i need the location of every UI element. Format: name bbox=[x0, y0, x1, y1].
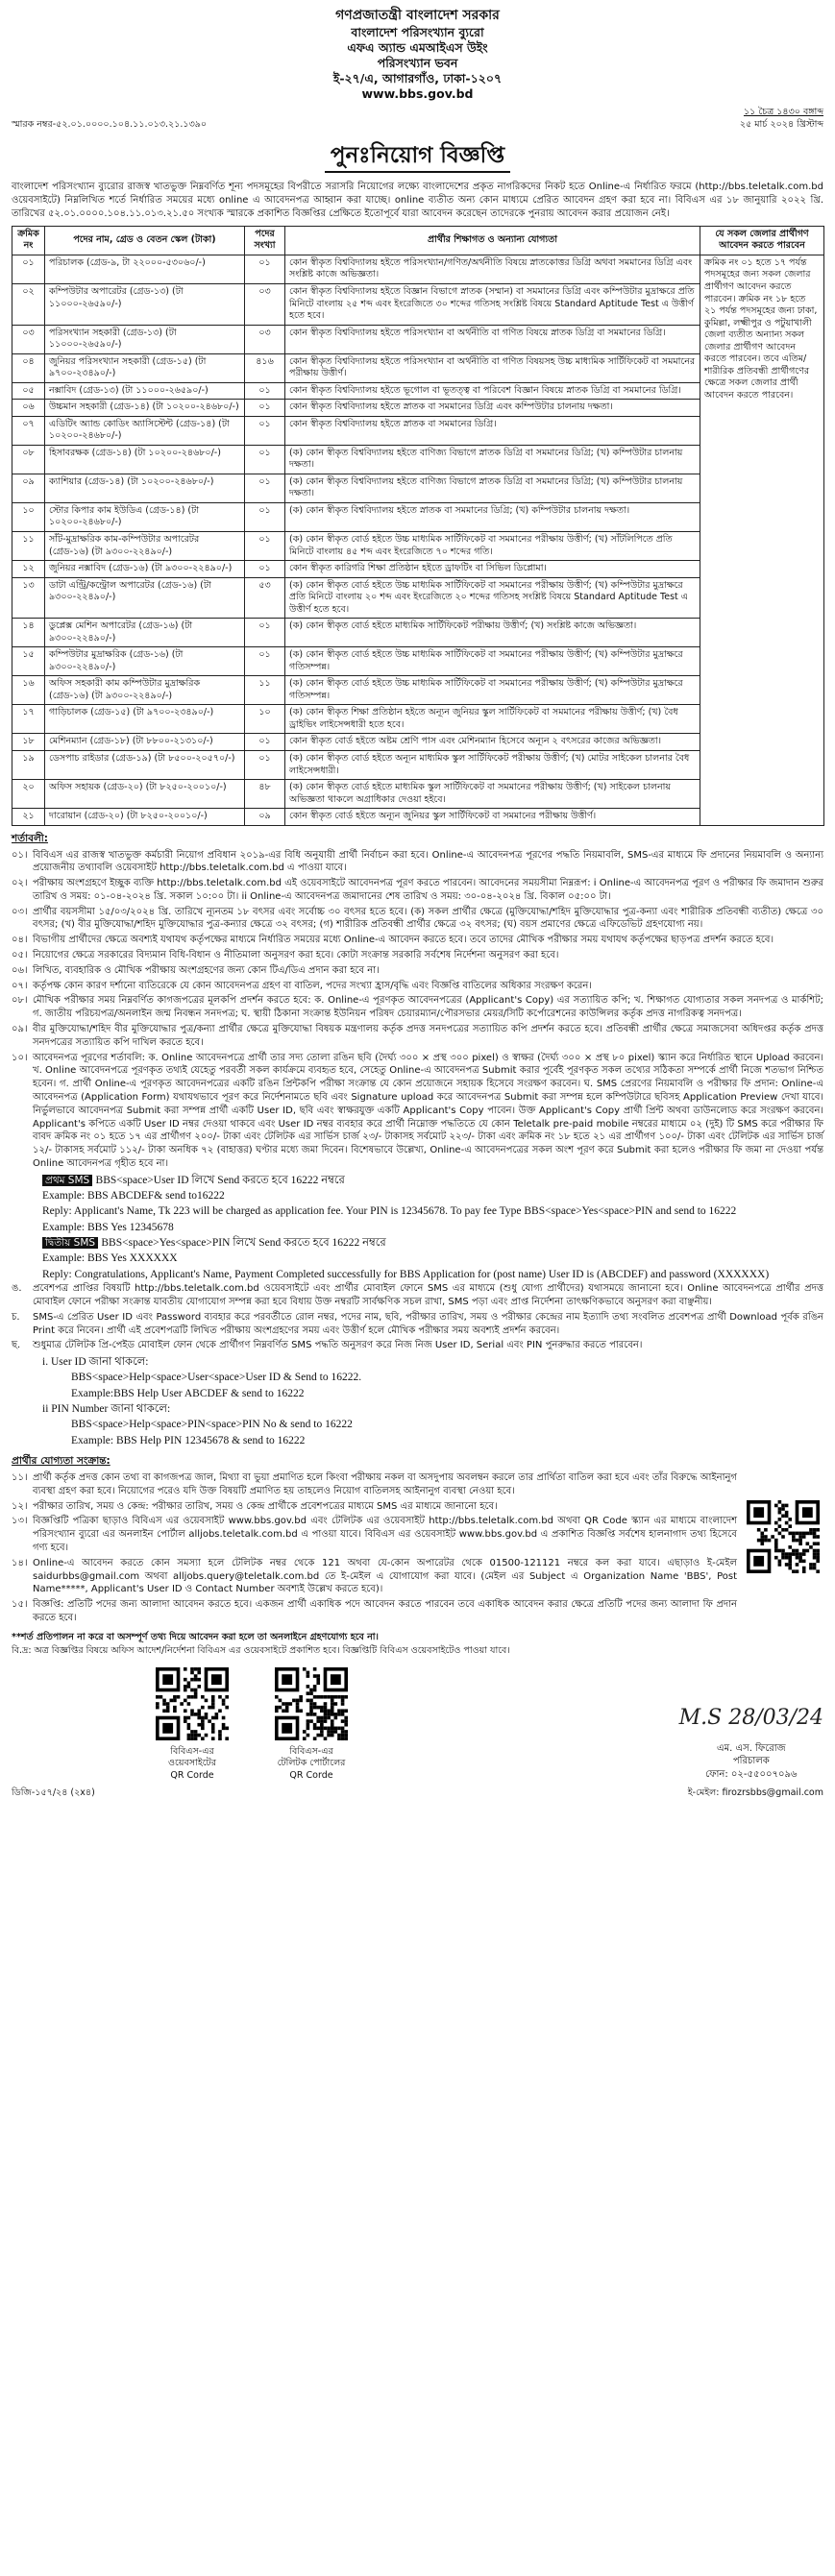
signature-block bbox=[679, 1704, 823, 1782]
cell-post-count: ০১ bbox=[245, 445, 285, 474]
cell-serial: ০৪ bbox=[12, 353, 45, 382]
notice-title: পুনঃনিয়োগ বিজ্ঞপ্তি bbox=[12, 141, 823, 173]
condition-number: ১১। bbox=[12, 1471, 28, 1483]
col-count: পদের সংখ্যা bbox=[245, 226, 285, 255]
cell-post-name: কম্পিউটার অপারেটর (গ্রেড-১৩) (টা ১১০০০-২৬৫৯০/-) bbox=[45, 283, 245, 325]
cell-serial: ১০ bbox=[12, 502, 45, 531]
govt-name: গণপ্রজাতন্ত্রী বাংলাদেশ সরকার bbox=[335, 8, 500, 23]
cell-post-name: জুনিয়র পরিসংখ্যান সহকারী (গ্রেড-১৫) (টা ৯৭০০-২৩৪৯০/-) bbox=[45, 353, 245, 382]
condition-item bbox=[12, 1023, 823, 1050]
qr-group bbox=[156, 1667, 348, 1782]
condition-number: ১০। bbox=[12, 1052, 28, 1063]
cell-post-name: ডেসপাচ রাইডার (গ্রেড-১৯) (টা ৮৫০০-২০৫৭০/-) bbox=[45, 750, 245, 779]
condition-number: ১২। bbox=[12, 1500, 28, 1512]
sms-first-label: প্রথম SMS bbox=[42, 1175, 92, 1186]
condition-number: ০৫। bbox=[12, 950, 28, 961]
cell-post-name: দারোয়ান (গ্রেড-২০) (টা ৮২৫০-২০০১০/-) bbox=[45, 809, 245, 826]
right-qr bbox=[747, 1471, 823, 1627]
cell-post-name: জুনিয়র নক্সাবিদ (গ্রেড-১৬) (টা ৯৩০০-২২৪৯০/-) bbox=[45, 561, 245, 578]
condition-item bbox=[12, 1311, 823, 1338]
col-serial: ক্রমিক নং bbox=[12, 226, 45, 255]
wing-name: এফএ অ্যান্ড এমআইএস উইং bbox=[347, 39, 488, 55]
table-row bbox=[12, 255, 824, 283]
condition-number: ১৫। bbox=[12, 1599, 28, 1611]
memo-number: স্মারক নম্বর-৫২.০১.০০০০.১০৪.১১.০১৩.২১.১৩৯০ bbox=[12, 118, 208, 130]
sms-first-reply: Reply: Applicant's Name, Tk 223 will be charged as application fee. Your PIN is 12345678. To pay fee Type BBS<space>Yes<space>PIN and send to 16222 bbox=[42, 1205, 737, 1218]
signatory-phone: ফোন: ০২-৫৫০০৭০৯৬ bbox=[705, 1769, 798, 1781]
condition-number: ০৪। bbox=[12, 935, 28, 946]
cell-qualification: (ক) কোন স্বীকৃত বোর্ড হইতে মাধ্যমিক সার্টিফিকেট পরীক্ষায় উত্তীর্ণ; (খ) সংশ্লিষ্ট কাজে অভিজ্ঞতা। bbox=[285, 619, 700, 647]
recovery-line-2: BBS<space>Help<space>User<space>User ID & Send to 16222. bbox=[71, 1372, 362, 1384]
date-english: ২৫ মার্চ ২০২৪ খ্রিস্টাব্দ bbox=[739, 119, 823, 131]
condition-item bbox=[12, 994, 823, 1021]
condition-number: ০৩। bbox=[12, 906, 28, 917]
date-bangla: ১১ চৈত্র ১৪৩০ বঙ্গাব্দ bbox=[743, 106, 823, 117]
cell-serial: ১৬ bbox=[12, 676, 45, 705]
condition-item bbox=[12, 877, 823, 904]
condition-number: ঙ. bbox=[12, 1283, 22, 1295]
cell-serial: ২১ bbox=[12, 809, 45, 826]
qr-code-icon bbox=[156, 1667, 229, 1740]
condition-item bbox=[12, 1471, 737, 1498]
signature-scribble: M.S 28/03/24 bbox=[678, 1705, 823, 1730]
cell-qualification: কোন স্বীকৃত বোর্ড হইতে অন্যূন জুনিয়র স্কুল সার্টিফিকেট বা সমমানের পরীক্ষায় উত্তীর্ণ। bbox=[285, 809, 700, 826]
cell-qualification: (ক) কোন স্বীকৃত বিশ্ববিদ্যালয় হইতে স্নাতক বা সমমানের ডিগ্রি; (খ) কম্পিউটার চালনায় দক্ষতা। bbox=[285, 502, 700, 531]
cell-post-count: ০১ bbox=[245, 647, 285, 676]
cell-qualification: কোন স্বীকৃত বিশ্ববিদ্যালয় হইতে স্নাতক বা সমমানের ডিগ্রি এবং কম্পিউটার চালনায় দক্ষতা। bbox=[285, 400, 700, 417]
sms-second-label: দ্বিতীয় SMS bbox=[42, 1237, 98, 1249]
qr-caption: বিবিএস-এর ওয়েবসাইটের QR Corde bbox=[168, 1745, 216, 1781]
qr-caption: বিবিএস-এর টেলিটক পোর্টালের QR Corde bbox=[277, 1745, 346, 1781]
cell-serial: ১৭ bbox=[12, 705, 45, 734]
condition-text: বীর মুক্তিযোদ্ধা/শহিদ বীর মুক্তিযোদ্ধার পুত্র/কন্যা প্রার্থীর ক্ষেত্রে মুক্তিযোদ্ধা বিষয়ক মন্ত্রণালয় কর্তৃক প্রদত্ত সনদপত্রের সত্যায়িত কপি প্রদর্শন করতে হবে। প্রতিবন্ধী প্রার্থীর ক্ষেত্রে সমাজসেবা অধিদপ্তর কর্তৃক প্রদত্ত সনদপত্রের সত্যায়িত কপি দাখিল করতে হবে। bbox=[33, 1024, 823, 1048]
cell-qualification: কোন স্বীকৃত বিশ্ববিদ্যালয় হইতে পরিসংখ্যান বা অর্থনীতি বা গণিত বিষয়ে স্নাতক ডিগ্রি বা সমমানের ডিগ্রি। bbox=[285, 325, 700, 353]
condition-item bbox=[12, 1557, 737, 1596]
bottom-row bbox=[12, 1787, 823, 1800]
final-section bbox=[12, 1471, 823, 1627]
condition-text: বিবিএস এর রাজস্ব খাতভুক্ত কর্মচারী নিয়োগ প্রবিধান ২০১৯-এর বিধি অনুযায়ী প্রার্থী নির্বাচন করা হবে। Online-এ আবেদনপত্র পূরণের পদ্ধতি নিয়মাবলি, SMS-এর মাধ্যমে ফি প্রদানের নিয়মাবলি ও অন্যান্য প্রয়োজনীয় তথ্যাবলি ওয়েবসাইট http://bbs.teletalk.com.bd এ পাওয়া যাবে। bbox=[33, 849, 823, 874]
condition-item bbox=[12, 1500, 737, 1514]
condition-text: পরীক্ষায় অংশগ্রহণে ইচ্ছুক ব্যক্তি http://bbs.teletalk.com.bd এই ওয়েবসাইটে আবেদনপত্র পূরণ করতে পারবেন। আবেদনের সময়সীমা নিম্নরূপ: i Online-এ আবেদনপত্র পূরণ ও পরীক্ষার ফি জমাদান শুরুর তারিখ ও সময়: ০১-০৪-২০২৪ খ্রি. সকাল ১০:০০ টা। ii Online-এ আবেদনপত্র জমাদানের শেষ তারিখ ও সময়: ৩০-০৪-২০২৪ খ্রি. বিকাল ০৫:০০ টা। bbox=[33, 878, 823, 902]
cell-qualification: কোন স্বীকৃত বিশ্ববিদ্যালয় হইতে পরিসংখ্যান বা অর্থনীতি বা গণিত বিষয়সহ উচ্চ মাধ্যমিক সার্টিফিকেট বা সমমানের পরীক্ষায় উত্তীর্ণ। bbox=[285, 353, 700, 382]
cell-post-count: ০১ bbox=[245, 750, 285, 779]
sms-second-line bbox=[42, 1235, 823, 1251]
cell-post-count: ১১ bbox=[245, 676, 285, 705]
cell-qualification: (ক) কোন স্বীকৃত বোর্ড হইতে উচ্চ মাধ্যমিক সার্টিফিকেট বা সমমানের পরীক্ষায় উত্তীর্ণ; (খ) সাঁটলিপিতে প্রতি মিনিটে বাংলায় ৪৫ শব্দ এবং ইংরেজিতে ৭০ শব্দের গতি। bbox=[285, 532, 700, 561]
cell-post-name: হিসাবরক্ষক (গ্রেড-১৪) (টা ১০২০০-২৪৬৮০/-) bbox=[45, 445, 245, 474]
condition-number: ০১। bbox=[12, 849, 28, 861]
condition-item bbox=[12, 1515, 737, 1554]
cell-serial: ১১ bbox=[12, 532, 45, 561]
cell-post-name: নক্সাবিদ (গ্রেড-১৩) (টা ১১০০০-২৬৫৯০/-) bbox=[45, 382, 245, 400]
cell-post-count: ০১ bbox=[245, 502, 285, 531]
address: ই-২৭/এ, আগারগাঁও, ঢাকা-১২০৭ bbox=[332, 70, 503, 85]
cell-qualification: কোন স্বীকৃত কারিগরি শিক্ষা প্রতিষ্ঠান হইতে ড্রাফটিং বা সিভিল ডিপ্লোমা। bbox=[285, 561, 700, 578]
cell-post-name: ডুপ্লেক্স মেশিন অপারেটর (গ্রেড-১৬) (টা ৯৩০০-২২৪৯০/-) bbox=[45, 619, 245, 647]
cell-post-count: ০৯ bbox=[245, 809, 285, 826]
condition-item bbox=[12, 906, 823, 933]
bureau-name: বাংলাদেশ পরিসংখ্যান ব্যুরো bbox=[351, 24, 484, 39]
condition-text: বিজ্ঞপ্তি: প্রতিটি পদের জন্য আলাদা আবেদন করতে হবে। একজন প্রার্থী একাধিক পদে আবেদন করতে পারবেন তবে একাধিক আবেদন করার ক্ষেত্রে প্রতিটি পদের জন্য আলাদা ফি প্রদান করতে হবে। bbox=[33, 1599, 737, 1623]
sms-first-line bbox=[42, 1173, 823, 1188]
sms-instructions bbox=[42, 1173, 823, 1282]
cell-serial: ১২ bbox=[12, 561, 45, 578]
sms-second-example: Example: BBS Yes XXXXXX bbox=[42, 1252, 178, 1265]
condition-item bbox=[12, 1598, 737, 1625]
cell-post-count: ০১ bbox=[245, 416, 285, 445]
cell-post-count: ০১ bbox=[245, 619, 285, 647]
recovery-line-1: i. User ID জানা থাকলে: bbox=[42, 1356, 149, 1369]
col-qualification: প্রার্থীর শিক্ষাগত ও অন্যান্য যোগ্যতা bbox=[285, 226, 700, 255]
warning-title: প্রার্থীর যোগ্যতা সংক্রান্ত: bbox=[12, 1455, 111, 1468]
qr-code-icon bbox=[747, 1500, 820, 1573]
condition-text: SMS-এ প্রেরিত User ID এবং Password ব্যবহার করে পরবর্তীতে রোল নম্বর, পদের নাম, ছবি, পরীক্ষার তারিখ, সময় ও পরীক্ষার কেন্দ্রের নাম ইত্যাদি তথ্য সংবলিত প্রবেশপত্র প্রার্থী Download পূর্বক রঙিন Print করে নিবেন। প্রার্থী এই প্রবেশপত্রটি লিখিত পরীক্ষায় অংশগ্রহণের সময় এবং উত্তীর্ণ হলে মৌখিক পরীক্ষার সময় অবশ্যই প্রদর্শন করবেন। bbox=[33, 1311, 823, 1336]
condition-text: পরীক্ষার তারিখ, সময় ও কেন্দ্র: পরীক্ষার তারিখ, সময় ও কেন্দ্র প্রার্থীকে প্রবেশপত্রের মাধ্যমে SMS এর মাধ্যমে জানানো হবে। bbox=[33, 1500, 498, 1512]
cell-post-count: ০১ bbox=[245, 532, 285, 561]
recovery-line-6: Example: BBS Help PIN 12345678 & send to 16222 bbox=[71, 1434, 306, 1446]
condition-item bbox=[12, 849, 823, 876]
condition-item bbox=[12, 949, 823, 962]
condition-item bbox=[12, 934, 823, 947]
cell-serial: ১৩ bbox=[12, 577, 45, 619]
cell-qualification: কোন স্বীকৃত বিশ্ববিদ্যালয় হইতে বিজ্ঞান বিভাগে স্নাতক (সম্মান) বা সমমানের ডিগ্রি এবং কম্পিউটার মুদ্রাক্ষরে প্রতি মিনিটে বাংলায় ২৫ শব্দ এবং ইংরেজিতে ৩০ শব্দের গতিসহ সংশ্লিষ্ট বিষয়ে Standard Aptitude Test এ উত্তীর্ণ হতে হবে। bbox=[285, 283, 700, 325]
cell-post-name: ক্যাশিয়ার (গ্রেড-১৪) (টা ১০২০০-২৪৬৮০/-) bbox=[45, 474, 245, 502]
sms-second-cmd: BBS<space>Yes<space>PIN লিখে Send করতে হবে 16222 নম্বরে bbox=[101, 1237, 386, 1250]
website: www.bbs.gov.bd bbox=[361, 85, 474, 101]
cell-serial: ০৮ bbox=[12, 445, 45, 474]
condition-number: ০৮। bbox=[12, 995, 28, 1007]
col-post: পদের নাম, গ্রেড ও বেতন স্কেল (টাকা) bbox=[45, 226, 245, 255]
qr-bbs-website bbox=[156, 1667, 229, 1782]
recovery-line-4: ii PIN Number জানা থাকলে: bbox=[42, 1403, 171, 1416]
footer-ref: ডিজি-১৫৭/২৪ (২x৪) bbox=[12, 1786, 95, 1798]
condition-text: প্রার্থী কর্তৃক প্রদত্ত কোন তথ্য বা কাগজপত্র জাল, মিথ্যা বা ভুয়া প্রমাণিত হলে কিংবা পরীক্ষায় নকল বা অসদুপায় অবলম্বন করলে তার প্রার্থিতা বাতিল করা হবে এবং তাঁর বিরুদ্ধে আইনানুগ ব্যবস্থা গ্রহণ করা হবে। নিয়োগের পরেও যদি উক্ত বিষয়টি প্রমাণিত হয় তাহলেও নিয়োগ বাতিলসহ আইনানুগ ব্যবস্থা নেওয়া হবে। bbox=[33, 1471, 737, 1496]
table-body bbox=[12, 255, 824, 825]
conditions-list bbox=[12, 849, 823, 1171]
col-districts: যে সকল জেলার প্রার্থীগণ আবেদন করতে পারবেন bbox=[700, 226, 824, 255]
intro-paragraph: বাংলাদেশ পরিসংখ্যান ব্যুরোর রাজস্ব খাতভুক্ত নিম্নবর্ণিত শূন্য পদসমূহের বিপরীতে সরাসরি নিয়োগের লক্ষ্যে বাংলাদেশের প্রকৃত নাগরিকদের নিকট হতে Online-এ নির্ধারিত ফরমে (http://bbs.teletalk.com.bd ওয়েবসাইটে) নিম্নলিখিত শর্তে নির্ধারিত সময়ের মধ্যে online এ আবেদনপত্র আহ্বান করা যাচ্ছে। online ব্যতীত অন্য কোন মাধ্যমে প্রেরিত আবেদন গ্রহণ করা হবে না। বিবিএস এর ১৮ জানুয়ারি ২০২২ খ্রি. তারিখের ৫২.০১.০০০০.১০৪.১১.০১৩.২১.৫০ সংখ্যক স্মারকে প্রকাশিত বিজ্ঞপ্তির প্রেক্ষিতে ইতোপূর্বে যারা আবেদন করেছেন তাদেরকে পুনরায় আবেদন করার প্রয়োজন নেই। bbox=[12, 181, 823, 219]
cell-qualification: কোন স্বীকৃত বোর্ড হইতে অষ্টম শ্রেণি পাস এবং মেশিনম্যান হিসেবে অন্যূন ২ বৎসরের কাজের অভিজ্ঞতা। bbox=[285, 734, 700, 751]
cell-qualification: কোন স্বীকৃত বিশ্ববিদ্যালয় হইতে ভূগোল বা ভূতত্ত্ব বা পরিবেশ বিজ্ঞান বিষয়ে স্নাতক ডিগ্রি বা সমমানের ডিগ্রি। bbox=[285, 382, 700, 400]
cell-post-count: ০১ bbox=[245, 561, 285, 578]
cell-serial: ১৫ bbox=[12, 647, 45, 676]
cell-qualification: (ক) কোন স্বীকৃত বোর্ড হইতে উচ্চ মাধ্যমিক সার্টিফিকেট বা সমমানের পরীক্ষায় উত্তীর্ণ; (খ) কম্পিউটার মুদ্রাক্ষরে গতিসম্পন্ন। bbox=[285, 647, 700, 676]
conditions-list-3 bbox=[12, 1471, 737, 1627]
cell-post-count: ৪১৬ bbox=[245, 353, 285, 382]
cell-qualification: (ক) কোন স্বীকৃত বোর্ড হইতে মাধ্যমিক স্কুল সার্টিফিকেট বা সমমানের পরীক্ষায় উত্তীর্ণ; (খ) সাইকেল চালনায় অভিজ্ঞতা থাকলে অগ্রাধিকার দেওয়া হইবে। bbox=[285, 780, 700, 809]
condition-number: ০৬। bbox=[12, 964, 28, 976]
memo-row bbox=[12, 106, 823, 132]
cell-qualification: (ক) কোন স্বীকৃত বিশ্ববিদ্যালয় হইতে বাণিজ্য বিভাগে স্নাতক ডিগ্রি বা সমমানের ডিগ্রি; (খ) কম্পিউটার চালনায় দক্ষতা। bbox=[285, 445, 700, 474]
cell-post-name: অফিস সহকারী কাম কম্পিউটার মুদ্রাক্ষরিক (গ্রেড-১৬) (টা ৯৩০০-২২৪৯০/-) bbox=[45, 676, 245, 705]
cell-qualification: (ক) কোন স্বীকৃত বোর্ড হইতে উচ্চ মাধ্যমিক সার্টিফিকেট বা সমমানের পরীক্ষায় উত্তীর্ণ; (খ) কম্পিউটার মুদ্রাক্ষরে প্রতি মিনিটে বাংলায় ২০ শব্দ এবং ইংরেজিতে ২০ শব্দের গতিসহ সংশ্লিষ্ট বিষয়ে Standard Aptitude Test এ উত্তীর্ণ হতে হবে। bbox=[285, 577, 700, 619]
condition-text: কর্তৃপক্ষ কোন কারণ দর্শানো ব্যতিরেকে যে কোন আবেদনপত্র গ্রহণ বা বাতিল, পদের সংখ্যা হ্রাস/বৃদ্ধি এবং বিজ্ঞপ্তি বাতিলের অধিকার সংরক্ষণ করেন। bbox=[33, 980, 592, 991]
cell-serial: ১৪ bbox=[12, 619, 45, 647]
table-header bbox=[12, 226, 824, 255]
cell-post-name: পরিচালক (গ্রেড-৯, টা ২২০০০-৫৩০৬০/-) bbox=[45, 255, 245, 283]
cell-post-name: সাঁট-মুদ্রাক্ষরিক কাম-কম্পিউটার অপারেটর (গ্রেড-১৬) (টা ৯৩০০-২২৪৯০/-) bbox=[45, 532, 245, 561]
cell-qualification: (ক) কোন স্বীকৃত বিশ্ববিদ্যালয় হইতে বাণিজ্য বিভাগে স্নাতক ডিগ্রি বা সমমানের ডিগ্রি; (খ) কম্পিউটার চালনায় দক্ষতা। bbox=[285, 474, 700, 502]
condition-text: বিভাগীয় প্রার্থীদের ক্ষেত্রে অবশ্যই যথাযথ কর্তৃপক্ষের মাধ্যমে নির্ধারিত সময়ের মধ্যে Online-এ আবেদন করতে হবে। তবে তাদের মৌখিক পরীক্ষার সময় যথাযথ কর্তৃপক্ষের ছাড়পত্র প্রদর্শন করতে হবে। bbox=[33, 935, 774, 946]
condition-number: ১৩। bbox=[12, 1516, 28, 1527]
condition-text: প্রবেশপত্র প্রাপ্তির বিষয়টি http://bbs.teletalk.com.bd ওয়েবসাইটে এবং প্রার্থীর মোবাইল ফোনে SMS এর মাধ্যমে (শুধু যোগ্য প্রার্থীদের) যথাসময়ে জানানো হবে। Online আবেদনপত্রে প্রার্থীর প্রদত্ত মোবাইল ফোনে পরীক্ষা সংক্রান্ত যাবতীয় যোগাযোগ সম্পন্ন করা হবে বিধায় উক্ত নম্বরটি সার্বক্ষণিক সচল রাখা, SMS পড়া এবং প্রাপ্ত নির্দেশনা তাৎক্ষণিকভাবে অনুসরণ করা বাঞ্ছনীয়। bbox=[33, 1283, 823, 1307]
condition-item bbox=[12, 980, 823, 993]
cell-post-name: ডাটা এন্ট্রি/কন্ট্রোল অপারেটর (গ্রেড-১৬) (টা ৯৩০০-২২৪৯০/-) bbox=[45, 577, 245, 619]
condition-item bbox=[12, 1339, 823, 1352]
cell-post-name: পরিসংখ্যান সহকারী (গ্রেড-১৩) (টা ১১০০০-২৬৫৯০/-) bbox=[45, 325, 245, 353]
building-name: পরিসংখ্যান ভবন bbox=[377, 55, 458, 70]
cell-serial: ০৬ bbox=[12, 400, 45, 417]
condition-number: ০৭। bbox=[12, 980, 28, 991]
cell-post-count: ০১ bbox=[245, 382, 285, 400]
cell-post-count: ০৩ bbox=[245, 325, 285, 353]
cell-post-count: ৫৩ bbox=[245, 577, 285, 619]
recovery-line-3: Example:BBS Help User ABCDEF & send to 16222 bbox=[71, 1387, 305, 1399]
condition-text: শুধুমাত্র টেলিটক প্রি-পেইড মোবাইল ফোন থেকে প্রার্থীগণ নিম্নবর্ণিত SMS পদ্ধতি অনুসরণ করে নিজ নিজ User ID, Serial এবং PIN পুনরুদ্ধার করতে পারবেন। bbox=[33, 1340, 643, 1351]
cell-serial: ০৭ bbox=[12, 416, 45, 445]
cell-qualification: (ক) কোন স্বীকৃত বোর্ড হইতে উচ্চ মাধ্যমিক সার্টিফিকেট বা সমমানের পরীক্ষায় উত্তীর্ণ; (খ) কম্পিউটার মুদ্রাক্ষরে গতিসম্পন্ন। bbox=[285, 676, 700, 705]
footer bbox=[12, 1667, 823, 1782]
cell-post-name: কম্পিউটার মুদ্রাক্ষরিক (গ্রেড-১৬) (টা ৯৩০০-২২৪৯০/-) bbox=[45, 647, 245, 676]
cell-serial: ১৮ bbox=[12, 734, 45, 751]
condition-item bbox=[12, 964, 823, 978]
posts-table bbox=[12, 226, 824, 826]
cell-qualification: (ক) কোন স্বীকৃত শিক্ষা প্রতিষ্ঠান হইতে অন্যূন জুনিয়র স্কুল সার্টিফিকেট বা সমমানের পরীক্ষায় উত্তীর্ণ; (খ) বৈধ ড্রাইভিং লাইসেন্সধারী হতে হবে। bbox=[285, 705, 700, 734]
cell-serial: ০৯ bbox=[12, 474, 45, 502]
cell-post-count: ০১ bbox=[245, 734, 285, 751]
cell-qualification: (ক) কোন স্বীকৃত বোর্ড হইতে অন্যূন মাধ্যমিক স্কুল সার্টিফিকেট পরীক্ষায় উত্তীর্ণ; (খ) মোটর সাইকেল চালনার বৈধ লাইসেন্সধারী। bbox=[285, 750, 700, 779]
condition-text: লিখিত, ব্যবহারিক ও মৌখিক পরীক্ষায় অংশগ্রহণের জন্য কোন টিএ/ডিএ প্রদান করা হবে না। bbox=[33, 964, 380, 976]
cell-serial: ২০ bbox=[12, 780, 45, 809]
cell-serial: ০১ bbox=[12, 255, 45, 283]
cell-serial: ০৫ bbox=[12, 382, 45, 400]
condition-number: ০২। bbox=[12, 878, 28, 889]
condition-text: মৌখিক পরীক্ষার সময় নিম্নবর্ণিত কাগজপত্রের মূলকপি প্রদর্শন করতে হবে: ক. Online-এ পূরণকৃত আবেদনপত্রের (Applicant's Copy) এর সত্যায়িত কপি; খ. শিক্ষাগত যোগ্যতার সকল সনদপত্র ও মার্কশিট; গ. জাতীয় পরিচয়পত্র/অনলাইন জন্ম নিবন্ধন সনদপত্র; ঘ. স্থায়ী ঠিকানা সংক্রান্ত ইউনিয়ন পরিষদ চেয়ারম্যান/পৌরসভার মেয়র/সিটি কর্পোরেশনের কাউন্সিলর কর্তৃক প্রদত্ত নাগরিকত্ব সনদপত্র। bbox=[33, 995, 823, 1020]
cell-post-name: এডিটিং অ্যান্ড কোডিং অ্যাসিস্টেন্ট (গ্রেড-১৪) (টা ১০২০০-২৪৬৮০/-) bbox=[45, 416, 245, 445]
cell-qualification: কোন স্বীকৃত বিশ্ববিদ্যালয় হইতে পরিসংখ্যান/গণিত/অর্থনীতি বিষয়ে স্নাতকোত্তর ডিগ্রি অথবা সমমানের ডিগ্রি এবং সংশ্লিষ্ট কাজে অভিজ্ঞতা। bbox=[285, 255, 700, 283]
condition-number: ০৯। bbox=[12, 1024, 28, 1035]
condition-text: নিয়োগের ক্ষেত্রে সরকারের বিদ্যমান বিধি-বিধান ও নীতিমালা অনুসরণ করা হবে। কোটা সংক্রান্ত সরকারি সর্বশেষ নির্দেশনা অনুসরণ করা হবে। bbox=[33, 950, 559, 961]
sms-second-reply: Reply: Congratulations, Applicant's Name, Payment Completed successfully for BBS Application for (post name) User ID is (ABCDEF) and password (XXXXXX) bbox=[42, 1268, 770, 1280]
condition-number: ১৪। bbox=[12, 1557, 28, 1568]
cell-post-name: মেশিনম্যান (গ্রেড-১৮) (টা ৮৮০০-২১৩১০/-) bbox=[45, 734, 245, 751]
condition-item bbox=[12, 1282, 823, 1309]
cell-post-count: ১০ bbox=[245, 705, 285, 734]
cell-serial: ১৯ bbox=[12, 750, 45, 779]
condition-number: চ. bbox=[12, 1311, 20, 1323]
cell-post-count: ৪৮ bbox=[245, 780, 285, 809]
date-block bbox=[740, 106, 823, 132]
signatory-email: ই-মেইল: firozrsbbs@gmail.com bbox=[687, 1786, 823, 1798]
recovery-line-5: BBS<space>Help<space>PIN<space>PIN No & send to 16222 bbox=[71, 1419, 353, 1431]
signatory-name: এম. এস. ফিরোজ bbox=[716, 1742, 786, 1754]
condition-text: বিজ্ঞপ্তিটি পত্রিকা ছাড়াও বিবিএস এর ওয়েবসাইট www.bbs.gov.bd এবং টেলিটক এর ওয়েবসাইট http://bbs.teletalk.com.bd অথবা QR Code স্ক্যান এর মাধ্যমে বাংলাদেশ পরিসংখ্যান ব্যুরো এর অনলাইন পোর্টাল alljobs.teletalk.com.bd এ পাওয়া যাবে। বিবিএস এর ওয়েবসাইট www.bbs.gov.bd এ প্রকাশিত বিজ্ঞপ্তি সর্বশেষ হালনাগাদ তথ্য হিসেবে গণ্য হবে। bbox=[33, 1516, 737, 1553]
recovery-instructions bbox=[42, 1354, 823, 1448]
letterhead bbox=[12, 8, 823, 102]
condition-item bbox=[12, 1052, 823, 1171]
condition-number: ছ. bbox=[12, 1340, 21, 1351]
cell-serial: ০৩ bbox=[12, 325, 45, 353]
cell-post-name: অফিস সহায়ক (গ্রেড-২০) (টা ৮২৫০-২০০১০/-) bbox=[45, 780, 245, 809]
cell-serial: ০২ bbox=[12, 283, 45, 325]
sms-first-cmd: BBS<space>User ID লিখে Send করতে হবে 16222 নম্বরে bbox=[95, 1174, 345, 1186]
cell-qualification: কোন স্বীকৃত বিশ্ববিদ্যালয় হইতে স্নাতক বা সমমানের ডিগ্রি। bbox=[285, 416, 700, 445]
signatory-title: পরিচালক bbox=[732, 1756, 770, 1767]
cell-post-count: ০১ bbox=[245, 474, 285, 502]
condition-text: আবেদনপত্র পূরণের শর্তাবলি: ক. Online আবেদনপত্রে প্রার্থী তার সদ্য তোলা রঙিন ছবি (দৈর্ঘ্য ৩০০ × প্রস্থ ৩০০ pixel) ও স্বাক্ষর (দৈর্ঘ্য ৩০০ × প্রস্থ ৮০ pixel) স্ক্যান করে নির্ধারিত স্থানে Upload করবেন। খ. Online আবেদনপত্রে পূরণকৃত তথ্যই যেহেতু পরবর্তী সকল কার্যক্রমে ব্যবহৃত হবে, সেহেতু Online-এ আবেদনপত্র Submit করার পূর্বেই পূরণকৃত সকল তথ্যের সঠিকতা সম্পর্কে প্রার্থী নিজে শতভাগ নিশ্চিত হবেন। গ. প্রার্থী Online-এ পূরণকৃত আবেদনপত্রের একটি রঙিন প্রিন্টকপি পরীক্ষা সংক্রান্ত যে কোন প্রয়োজনে সহায়ক হিসেবে সংরক্ষণ করবেন। ঘ. SMS প্রেরণের নিয়মাবলি ও পরীক্ষার ফি প্রদান: Online-এ আবেদনপত্র (Application Form) যথাযথভাবে পূরণ করে নির্দেশনামতে ছবি এবং Signature upload করে আবেদনপত্র Submit করা সম্পন্ন হলে কম্পিউটারে ছবিসহ Application Preview দেখা যাবে। নির্ভুলভাবে আবেদনপত্র Submit করা সম্পন্ন প্রার্থী একটি User ID, ছবি এবং স্বাক্ষরযুক্ত একটি Applicant's Copy পাবেন। উক্ত Applicant's Copy প্রার্থী প্রিন্ট অথবা ডাউনলোড করে সংরক্ষণ করবেন। Applicant's কপিতে একটি User ID নম্বর দেওয়া থাকবে এবং User ID নম্বর ব্যবহার করে প্রার্থী নিম্নোক্ত পদ্ধতিতে যে কোন Teletalk pre-paid mobile নম্বরের মাধ্যমে ০২ (দুই) টি SMS করে পরীক্ষার ফি বাবদ ক্রমিক নং ০১ হতে ১৭ এর প্রার্থীগণ ২০০/- টাকা এবং টেলিটক এর সার্ভিস চার্জ ২৩/- টাকাসহ সর্বমোট ২২৩/- টাকা এবং ক্রমিক নং ১৮ হতে ২১ এর প্রার্থীগণ ১০০/- টাকা এবং টেলিটক এর সার্ভিস চার্জ ১২/- টাকাসহ সর্বমোট ১১২/- টাকা অনধিক ৭২ (বাহাত্তর) ঘণ্টার মধ্যে জমা দিবেন। বিশেষভাবে উল্লেখ্য, Online-এ আবেদনপত্রের সকল অংশ পূরণ করে Submit করা হলেও পরীক্ষার ফি জমা না দেওয়া পর্যন্ত Online আবেদনপত্র গৃহীত হবে না। bbox=[33, 1052, 823, 1170]
qr-teletalk-portal bbox=[275, 1667, 348, 1782]
cell-post-name: গাড়িচালক (গ্রেড-১৫) (টা ৯৭০০-২৩৪৯০/-) bbox=[45, 705, 245, 734]
closing-note-1: **শর্ত প্রতিপালন না করে বা অসম্পূর্ণ তথ্য দিয়ে আবেদন করা হলে তা অনলাইনে গ্রহণযোগ্য হবে না। bbox=[12, 1631, 379, 1642]
conditions-list-2 bbox=[12, 1282, 823, 1352]
cell-post-count: ০১ bbox=[245, 400, 285, 417]
cell-post-count: ০১ bbox=[245, 255, 285, 283]
cell-post-name: স্টোর কিপার কাম ইউডিএ (গ্রেড-১৪) (টা ১০২০০-২৪৬৮০/-) bbox=[45, 502, 245, 531]
condition-text: প্রার্থীর বয়সসীমা ১৫/০৩/২০২৪ খ্রি. তারিখে ন্যূনতম ১৮ বৎসর এবং সর্বোচ্চ ৩০ বৎসর হতে হবে। (ক) সকল প্রার্থীর ক্ষেত্রে (মুক্তিযোদ্ধা/শহিদ মুক্তিযোদ্ধার পুত্র-কন্যা এবং শারীরিক প্রতিবন্ধী ব্যতীত) ক্ষেত্রে ৩০ বৎসর; (খ) বীর মুক্তিযোদ্ধা/শহিদ মুক্তিযোদ্ধার পুত্র-কন্যার ক্ষেত্রে ৩২ বৎসর; (গ) শারীরিক প্রতিবন্ধী প্রার্থীর ক্ষেত্রে ৩২ বৎসর; (ঘ) বয়স প্রমাণের ক্ষেত্রে এফিডেভিট গ্রহণযোগ্য নয়। bbox=[33, 906, 823, 931]
qr-code-icon bbox=[275, 1667, 348, 1740]
cell-post-name: উচ্চমান সহকারী (গ্রেড-১৪) (টা ১০২০০-২৪৬৮০/-) bbox=[45, 400, 245, 417]
conditions-title: শর্তাবলী: bbox=[12, 832, 49, 844]
sms-first-example: Example: BBS ABCDEF& send to16222 bbox=[42, 1190, 225, 1203]
condition-text: Online-এ আবেদন করতে কোন সমস্যা হলে টেলিটক নম্বর থেকে 121 অথবা যে-কোন অপারেটর থেকে 01500-121121 নম্বরে কল করা যাবে। এছাড়াও ই-মেইল saidurbbs@gmail.com অথবা alljobs.query@teletalk.com.bd তে ই-মেইল এ যোগাযোগ করা যাবে। (মেইল এর Subject এ Organization Name 'BBS', Post Name*****, Applicant's User ID ও Contact Number অবশ্যই উল্লেখ করতে হবে)। bbox=[33, 1557, 737, 1595]
cell-post-count: ০৩ bbox=[245, 283, 285, 325]
closing-note-2: বি.দ্র: অত্র বিজ্ঞপ্তির বিষয়ে অফিস আদেশ/নির্দেশনা বিবিএস এর ওয়েবসাইটে প্রকাশিত হবে। বিজ্ঞপ্তিটি বিবিএস ওয়েবসাইটেও পাওয়া যাবে। bbox=[12, 1645, 510, 1657]
cell-eligibility: ক্রমিক নং ০১ হতে ১৭ পর্যন্ত পদসমূহের জন্য সকল জেলার প্রার্থীগণ আবেদন করতে পারবেন। ক্রমিক নং ১৮ হতে ২১ পর্যন্ত পদসমূহের জন্য ঢাকা, কুমিল্লা, লক্ষ্মীপুর ও পটুয়াখালী জেলা ব্যতীত অন্যান্য সকল জেলার প্রার্থীগণ আবেদন করতে পারবেন। তবে এতিম/ শারীরিক প্রতিবন্ধী প্রার্থীগণের ক্ষেত্রে সকল জেলার প্রার্থী আবেদন করতে পারবেন। bbox=[700, 255, 824, 825]
sms-first-example2: Example: BBS Yes 12345678 bbox=[42, 1221, 174, 1233]
